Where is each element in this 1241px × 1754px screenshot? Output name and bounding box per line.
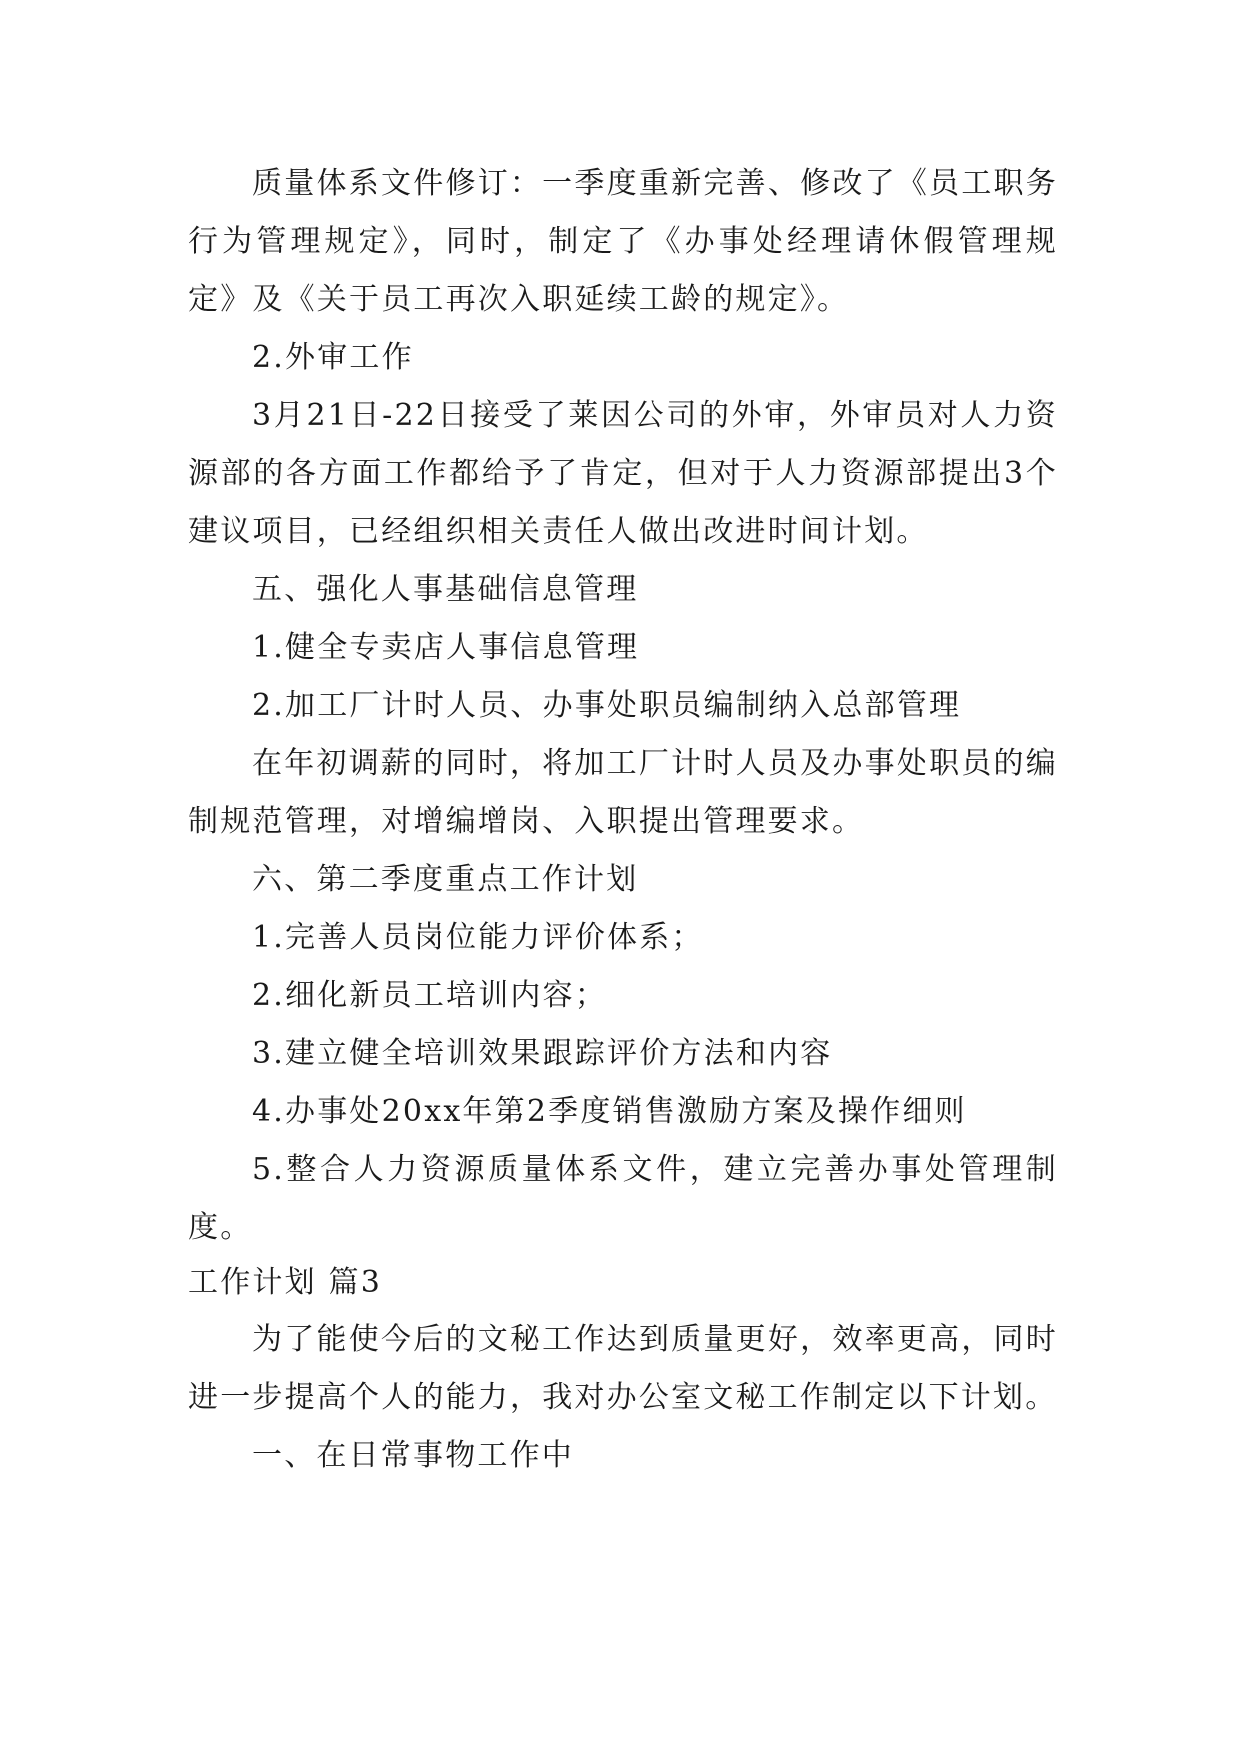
paragraph-secretary-plan: 为了能使今后的文秘工作达到质量更好，效率更高，同时进一步提高个人的能力，我对办公室文秘工作制定以下计划。 <box>188 1322 1058 1415</box>
paragraph-external-audit: 3月21日-22日接受了莱因公司的外审，外审员对人力资源部的各方面工作都给予了肯定，但对于人力资源部提出3个建议项目，已经组织相关责任人做出改进时间计划。 <box>188 398 1058 549</box>
list-item: 4.办事处20xx年第2季度销售激励方案及操作细则 <box>252 1094 967 1129</box>
paragraph-salary-adjust: 在年初调薪的同时，将加工厂计时人员及办事处职员的编制规范管理，对增编增岗、入职提出管理要求。 <box>188 746 1058 839</box>
list-item: 1.完善人员岗位能力评价体系； <box>252 920 704 955</box>
section-heading: 工作计划 篇3 <box>188 1265 383 1300</box>
paragraph-store-hr-info: 1.健全专卖店人事信息管理 <box>252 630 640 665</box>
document-body <box>188 155 1058 1485</box>
paragraph-section-six-heading: 六、第二季度重点工作计划 <box>252 862 639 897</box>
paragraph-quality-docs: 质量体系文件修订：一季度重新完善、修改了《员工职务行为管理规定》，同时，制定了《办事处经理请休假管理规定》及《关于员工再次入职延续工龄的规定》。 <box>188 166 1058 317</box>
list-item: 2.细化新员工培训内容； <box>252 978 608 1013</box>
paragraph-factory-staff: 2.加工厂计时人员、办事处职员编制纳入总部管理 <box>252 688 962 723</box>
paragraph-daily-affairs-heading: 一、在日常事物工作中 <box>252 1438 574 1473</box>
list-item: 3.建立健全培训效果跟踪评价方法和内容 <box>252 1036 833 1071</box>
paragraph-section-five-heading: 五、强化人事基础信息管理 <box>252 572 639 607</box>
list-item: 5.整合人力资源质量体系文件，建立完善办事处管理制度。 <box>188 1152 1058 1245</box>
paragraph-external-audit-heading: 2.外审工作 <box>252 340 414 375</box>
